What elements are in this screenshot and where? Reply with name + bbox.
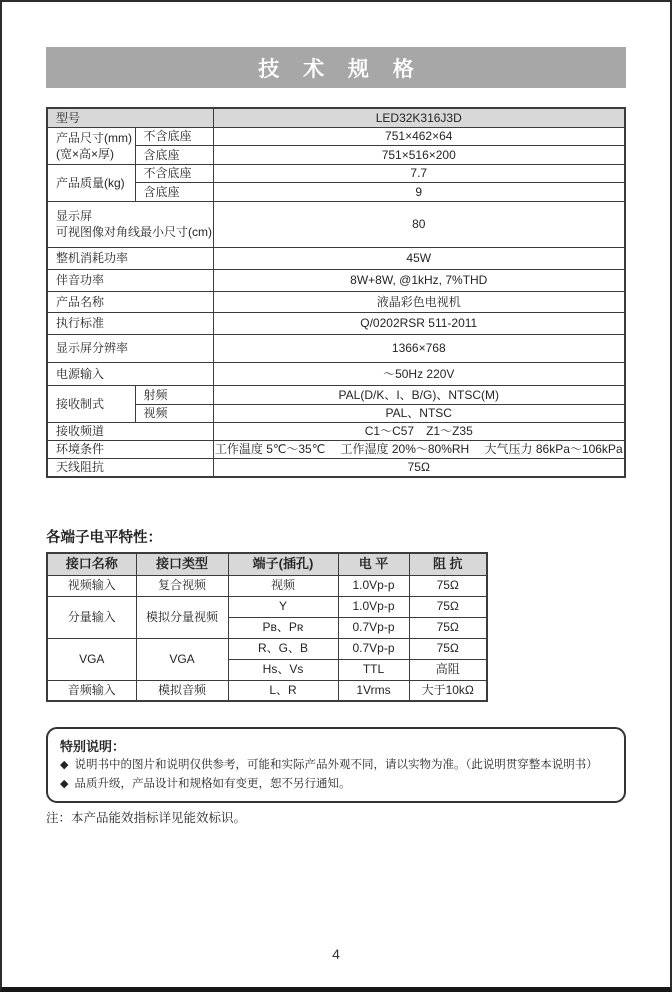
table-row	[47, 440, 625, 458]
table-row	[47, 247, 625, 269]
spec-screen-label-line1: 显示屏	[56, 209, 93, 224]
diamond-bullet-icon: ◆	[60, 759, 69, 771]
spec-name-label: 产品名称	[47, 291, 213, 312]
note-item	[60, 777, 612, 793]
spec-screen-label	[47, 201, 213, 247]
terminal-header-level: 电 平	[338, 553, 409, 575]
spec-model-label: 型号	[47, 108, 213, 127]
page-number: 4	[332, 946, 340, 962]
terminal-audio-terminal: L、R	[228, 680, 338, 701]
spec-reception-rf-label: 射频	[135, 385, 213, 404]
note-item-text: 说明书中的图片和说明仅供参考，可能和实际产品外观不同，请以实物为准。（此说明贯穿整本说明书）	[74, 759, 598, 771]
spec-weight-row2-value: 9	[213, 182, 625, 201]
spec-channels-label: 接收频道	[47, 422, 213, 440]
table-row	[47, 680, 487, 701]
special-notes-box	[46, 727, 626, 803]
table-header-row	[47, 553, 487, 575]
energy-efficiency-footnote: 注：本产品能效指标详见能效标识。	[46, 811, 247, 825]
terminal-component-y-impedance: 75Ω	[409, 596, 487, 617]
table-row	[47, 312, 625, 334]
terminal-audio-name: 音频输入	[47, 680, 136, 701]
spec-weight-row1-value: 7.7	[213, 164, 625, 182]
terminal-vga-type: VGA	[136, 638, 228, 680]
terminal-vga-hsvs-impedance: 高阻	[409, 659, 487, 680]
terminal-video-level: 1.0Vp-p	[338, 575, 409, 596]
spec-audio-value: 8W+8W, @1kHz, 7%THD	[213, 269, 625, 291]
terminal-component-y-level: 1.0Vp-p	[338, 596, 409, 617]
terminal-header-name: 接口名称	[47, 553, 136, 575]
spec-size-row1-value: 751×462×64	[213, 127, 625, 146]
table-row	[47, 291, 625, 312]
spec-standard-value: Q/0202RSR 511-2011	[213, 312, 625, 334]
terminal-audio-type: 模拟音频	[136, 680, 228, 701]
spec-resolution-label: 显示屏分辨率	[47, 334, 213, 362]
terminal-video-impedance: 75Ω	[409, 575, 487, 596]
table-row	[47, 164, 625, 182]
terminal-vga-rgb-level: 0.7Vp-p	[338, 638, 409, 659]
table-row	[47, 458, 625, 477]
spec-power-value: 45W	[213, 247, 625, 269]
spec-reception-av-label: 视频	[135, 404, 213, 422]
terminal-section-title: 各端子电平特性：	[46, 530, 162, 546]
page-title: 技 术 规 格	[46, 47, 626, 88]
diamond-bullet-icon: ◆	[60, 777, 69, 790]
spec-reception-label: 接收制式	[47, 385, 135, 422]
note-item-text: 品质升级，产品设计和规格如有变更，恕不另行通知。	[74, 777, 351, 790]
spec-table	[46, 107, 626, 478]
table-row	[47, 201, 625, 247]
table-row	[47, 575, 487, 596]
terminal-component-pbpr-level: 0.7Vp-p	[338, 617, 409, 638]
spec-reception-rf-value: PAL(D/K、I、B/G)、NTSC(M)	[213, 385, 625, 404]
spec-size-label-line2: (宽×高×厚)	[56, 146, 115, 161]
table-row	[47, 385, 625, 404]
terminal-vga-hsvs-terminal: Hs、Vs	[228, 659, 338, 680]
terminal-component-pbpr-terminal: Pʙ、Pʀ	[228, 617, 338, 638]
spec-screen-value: 80	[213, 201, 625, 247]
table-row	[47, 108, 625, 127]
spec-name-value: 液晶彩色电视机	[213, 291, 625, 312]
spec-weight-row2-label: 含底座	[135, 182, 213, 201]
spec-audio-label: 伴音功率	[47, 269, 213, 291]
table-row	[47, 596, 487, 617]
terminal-header-terminal: 端子(插孔)	[228, 553, 338, 575]
spec-screen-label-line2: 可视图像对角线最小尺寸(cm)	[56, 225, 212, 240]
spec-resolution-value: 1366×768	[213, 334, 625, 362]
terminal-video-type: 复合视频	[136, 575, 228, 596]
spec-size-label	[47, 127, 135, 164]
spec-power-input-value: ～50Hz 220V	[213, 362, 625, 385]
terminal-vga-name: VGA	[47, 638, 136, 680]
note-item	[60, 758, 612, 774]
terminal-table	[46, 552, 488, 702]
table-row	[47, 638, 487, 659]
spec-model-value: LED32K316J3D	[213, 108, 625, 127]
spec-power-label: 整机消耗功率	[47, 247, 213, 269]
special-notes-title: 特别说明：	[60, 739, 126, 754]
terminal-vga-hsvs-level: TTL	[338, 659, 409, 680]
table-row	[47, 269, 625, 291]
terminal-audio-level: 1Vrms	[338, 680, 409, 701]
terminal-component-name: 分量输入	[47, 596, 136, 638]
terminal-component-pbpr-impedance: 75Ω	[409, 617, 487, 638]
terminal-header-impedance: 阻 抗	[409, 553, 487, 575]
spec-channels-value: C1～C57 Z1～Z35	[213, 422, 625, 440]
table-row	[47, 127, 625, 146]
spec-size-row2-value: 751×516×200	[213, 146, 625, 165]
spec-size-row1-label: 不含底座	[135, 127, 213, 146]
spec-power-input-label: 电源输入	[47, 362, 213, 385]
spec-environment-label: 环境条件	[47, 440, 213, 458]
terminal-component-type: 模拟分量视频	[136, 596, 228, 638]
table-row	[47, 334, 625, 362]
spec-antenna-label: 天线阻抗	[47, 458, 213, 477]
terminal-vga-rgb-impedance: 75Ω	[409, 638, 487, 659]
terminal-header-type: 接口类型	[136, 553, 228, 575]
spec-weight-row1-label: 不含底座	[135, 164, 213, 182]
spec-size-label-line1: 产品尺寸(mm)	[56, 130, 132, 145]
spec-environment-value: 工作温度 5℃～35℃ 工作湿度 20%～80%RH 大气压力 86kPa～106kPa	[213, 440, 625, 458]
table-row	[47, 422, 625, 440]
spec-antenna-value: 75Ω	[213, 458, 625, 477]
terminal-audio-impedance: 大于10kΩ	[409, 680, 487, 701]
terminal-video-terminal: 视频	[228, 575, 338, 596]
terminal-vga-rgb-terminal: R、G、B	[228, 638, 338, 659]
terminal-video-name: 视频输入	[47, 575, 136, 596]
spec-size-row2-label: 含底座	[135, 146, 213, 165]
terminal-component-y-terminal: Y	[228, 596, 338, 617]
spec-reception-av-value: PAL、NTSC	[213, 404, 625, 422]
spec-weight-label: 产品质量(kg)	[47, 164, 135, 201]
table-row	[47, 362, 625, 385]
spec-standard-label: 执行标准	[47, 312, 213, 334]
